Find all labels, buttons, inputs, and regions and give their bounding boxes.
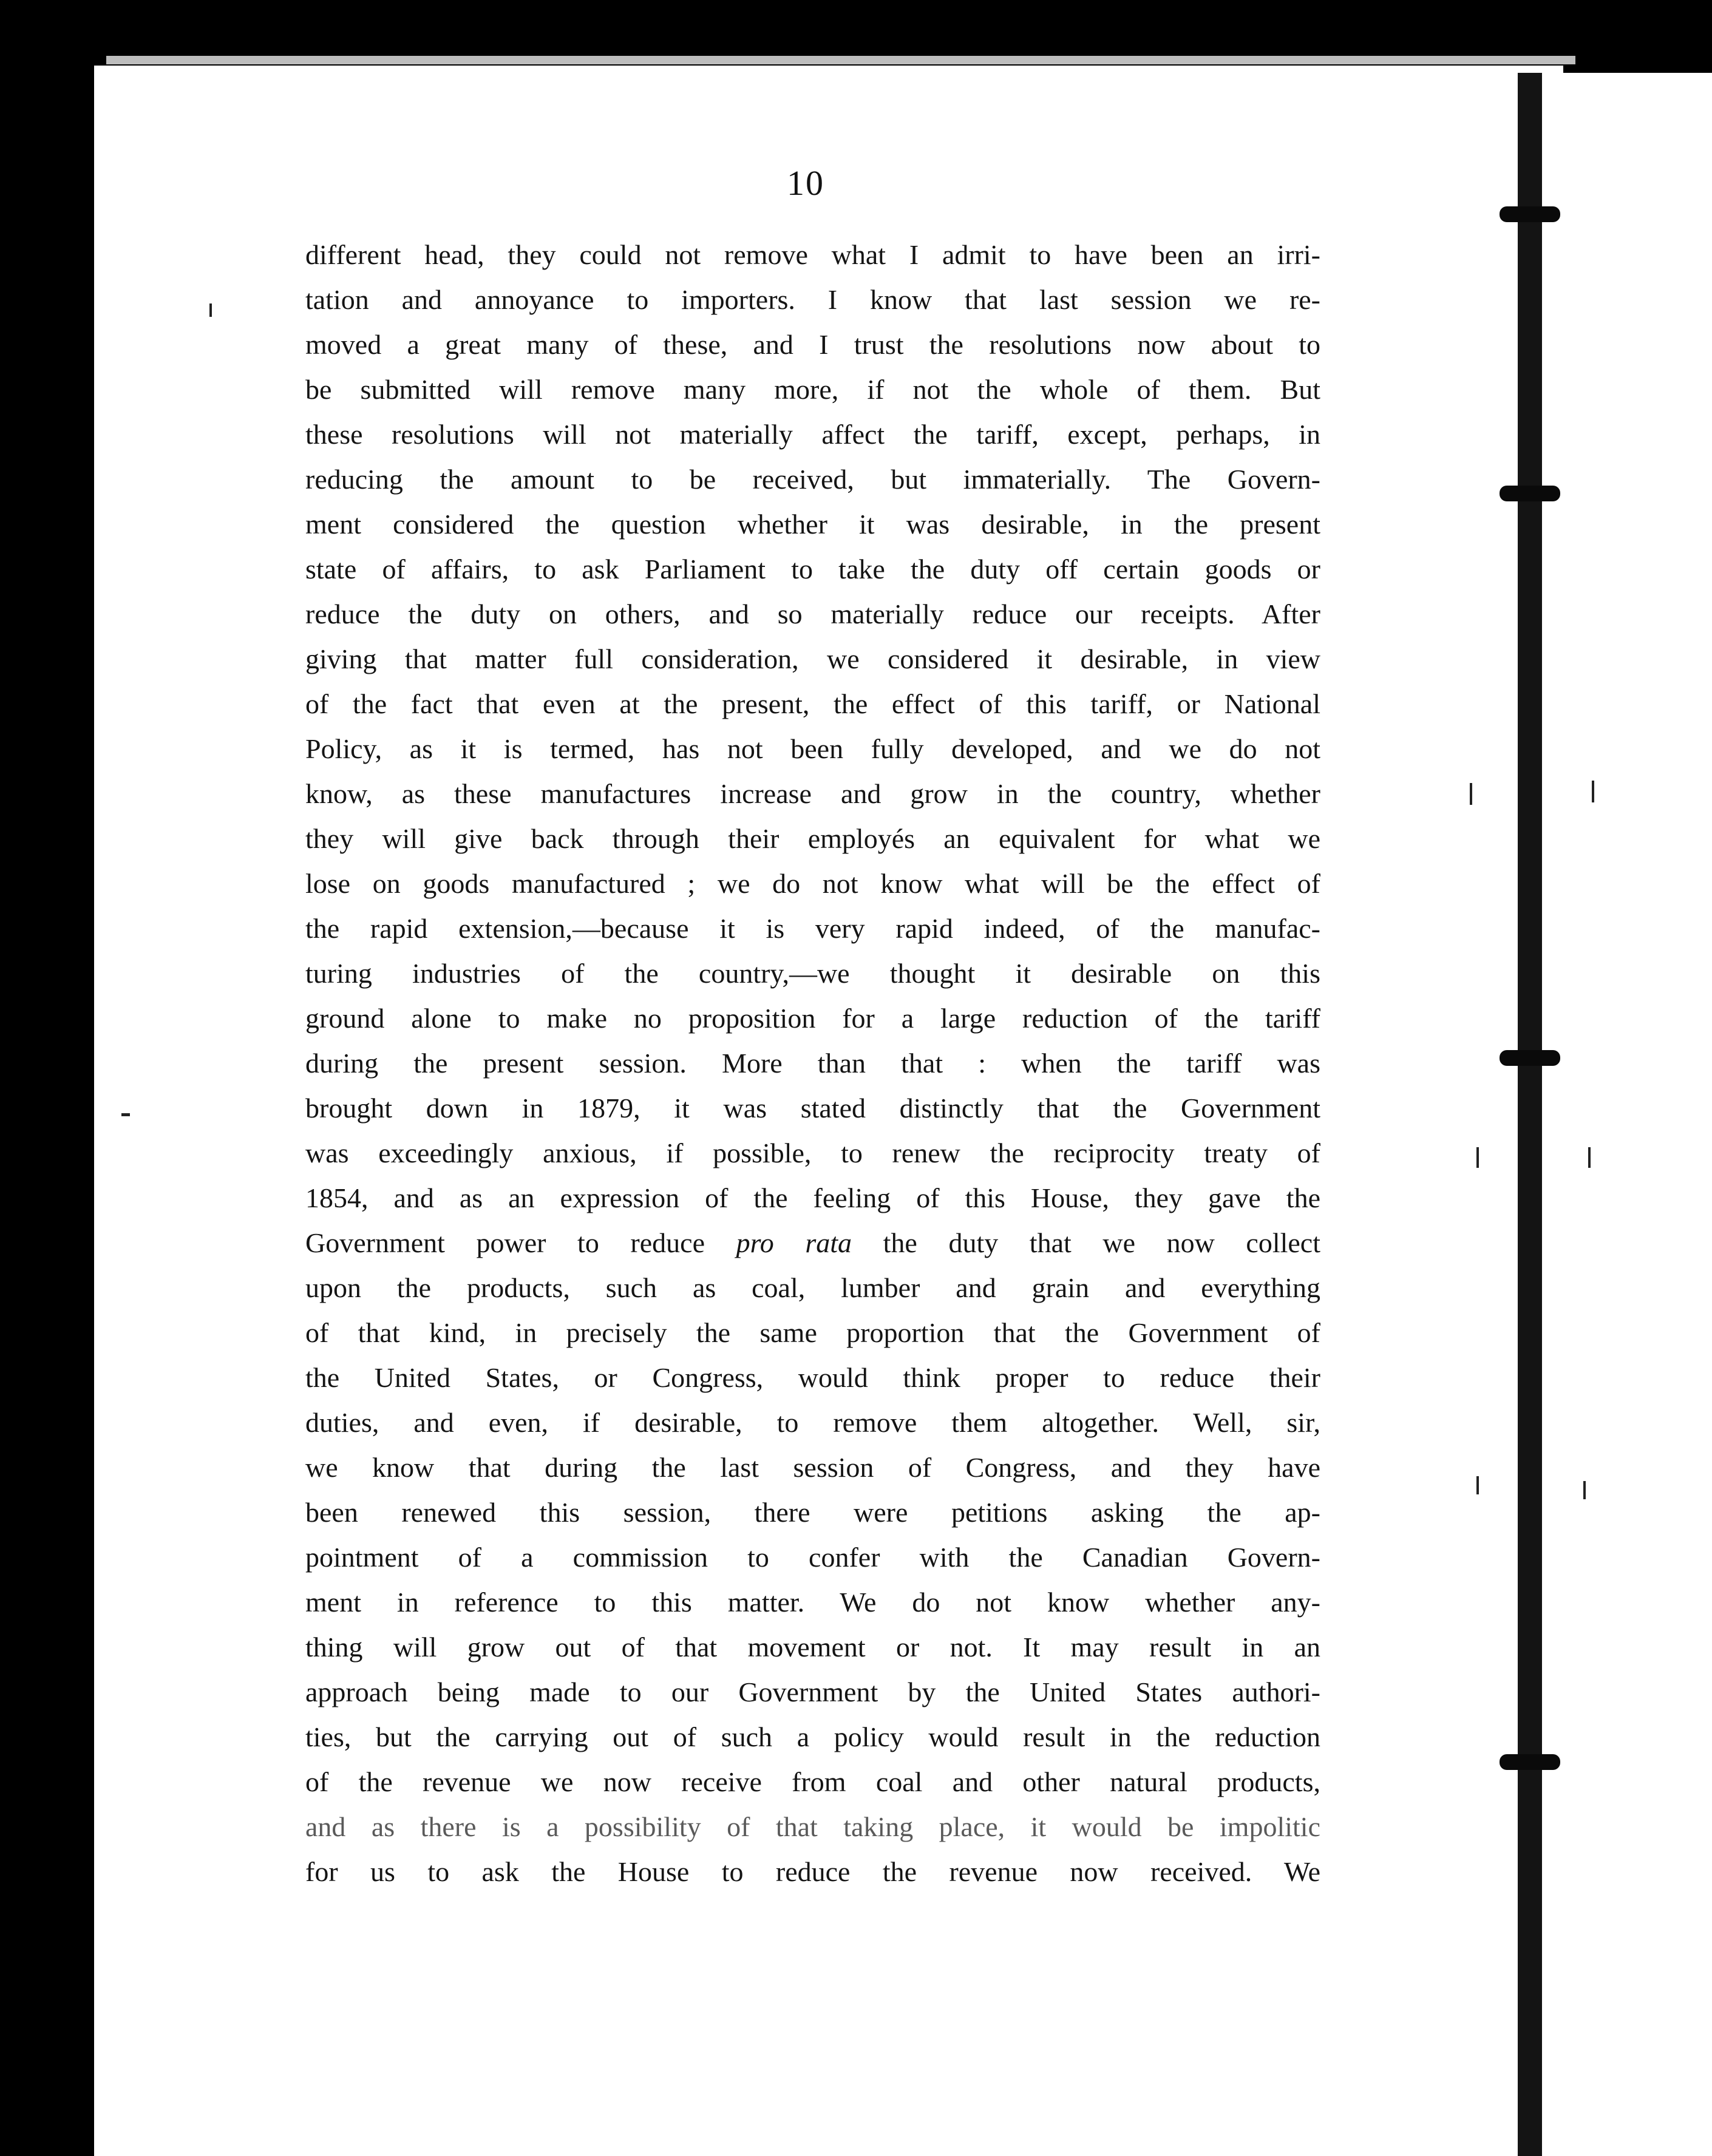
page-number: 10: [787, 163, 824, 203]
text-line: upon the products, such as coal, lumber and grain and everything: [305, 1272, 1320, 1303]
binding-spine: [1518, 73, 1542, 2156]
text-line: and as there is a possibility of that taking place, it would be impolitic: [305, 1811, 1320, 1842]
text-line: be submitted will remove many more, if not the whole of them. But: [305, 374, 1320, 405]
binding-stitch: [1500, 486, 1560, 501]
text-line: approach being made to our Government by the United States authori-: [305, 1676, 1320, 1707]
text-line: brought down in 1879, it was stated distinctly that the Government: [305, 1093, 1320, 1124]
text-line: these resolutions will not materially affect the tariff, except, perhaps, in: [305, 419, 1320, 450]
text-line: was exceedingly anxious, if possible, to renew the reciprocity treaty of: [305, 1137, 1320, 1168]
text-line: of the revenue we now receive from coal and other natural products,: [305, 1766, 1320, 1797]
text-line: the United States, or Congress, would think proper to reduce their: [305, 1362, 1320, 1393]
facing-page-edge: [1551, 73, 1712, 2156]
binding-stitch: [1500, 206, 1560, 222]
text-line: they will give back through their employés an equivalent for what we: [305, 823, 1320, 854]
text-line: Policy, as it is termed, has not been fully developed, and we do not: [305, 733, 1320, 764]
text-line: turing industries of the country,—we thought it desirable on this: [305, 958, 1320, 989]
text-line: moved a great many of these, and I trust the resolutions now about to: [305, 329, 1320, 360]
scan-top-edge: [106, 56, 1575, 64]
scan-speck: [1592, 781, 1594, 802]
text-line: the rapid extension,—because it is very rapid indeed, of the manufac-: [305, 913, 1320, 944]
text-line: giving that matter full consideration, we considered it desirable, in view: [305, 643, 1320, 674]
text-line: ment considered the question whether it was desirable, in the present: [305, 509, 1320, 540]
scan-speck: [1588, 1147, 1591, 1168]
text-line: ties, but the carrying out of such a policy would result in the reduction: [305, 1721, 1320, 1752]
scan-speck: [1583, 1481, 1586, 1499]
text-line: different head, they could not remove what I admit to have been an irri-: [305, 239, 1320, 270]
text-line: pointment of a commission to confer with the Canadian Govern-: [305, 1542, 1320, 1573]
text-line: ground alone to make no proposition for a large reduction of the tariff: [305, 1003, 1320, 1034]
text-line: state of affairs, to ask Parliament to take the duty off certain goods or: [305, 554, 1320, 585]
text-line: tation and annoyance to importers. I know that last session we re-: [305, 284, 1320, 315]
text-line: of the fact that even at the present, the effect of this tariff, or National: [305, 688, 1320, 719]
text-line: of that kind, in precisely the same proportion that the Government of: [305, 1317, 1320, 1348]
text-line: ment in reference to this matter. We do not know whether any-: [305, 1587, 1320, 1618]
text-segment: Government power to reduce: [305, 1227, 705, 1258]
scan-speck: [209, 303, 212, 317]
italic-phrase: pro rata: [736, 1227, 852, 1258]
text-line: during the present session. More than that : when the tariff was: [305, 1048, 1320, 1079]
text-line: reduce the duty on others, and so materially reduce our receipts. After: [305, 598, 1320, 629]
text-line: been renewed this session, there were petitions asking the ap-: [305, 1497, 1320, 1528]
text-line: 1854, and as an expression of the feeling of this House, they gave the: [305, 1182, 1320, 1213]
scan-speck: [1470, 783, 1472, 805]
text-line: for us to ask the House to reduce the revenue now received. We: [305, 1856, 1320, 1887]
text-segment: the duty that we now collect: [883, 1227, 1320, 1258]
binding-stitch: [1500, 1050, 1560, 1066]
text-line-with-italic: [305, 1221, 1320, 1266]
text-line: reducing the amount to be received, but immaterially. The Govern-: [305, 464, 1320, 495]
binding-stitch: [1500, 1754, 1560, 1770]
scan-speck: [1476, 1476, 1479, 1494]
text-line: duties, and even, if desirable, to remove them altogether. Well, sir,: [305, 1407, 1320, 1438]
scan-speck: [1476, 1147, 1479, 1168]
text-line: know, as these manufactures increase and grow in the country, whether: [305, 778, 1320, 809]
text-line: thing will grow out of that movement or not. It may result in an: [305, 1632, 1320, 1663]
text-line: lose on goods manufactured ; we do not know what will be the effect of: [305, 868, 1320, 899]
scan-speck: [121, 1113, 130, 1116]
body-text: [305, 232, 1320, 1894]
text-line: we know that during the last session of Congress, and they have: [305, 1452, 1320, 1483]
